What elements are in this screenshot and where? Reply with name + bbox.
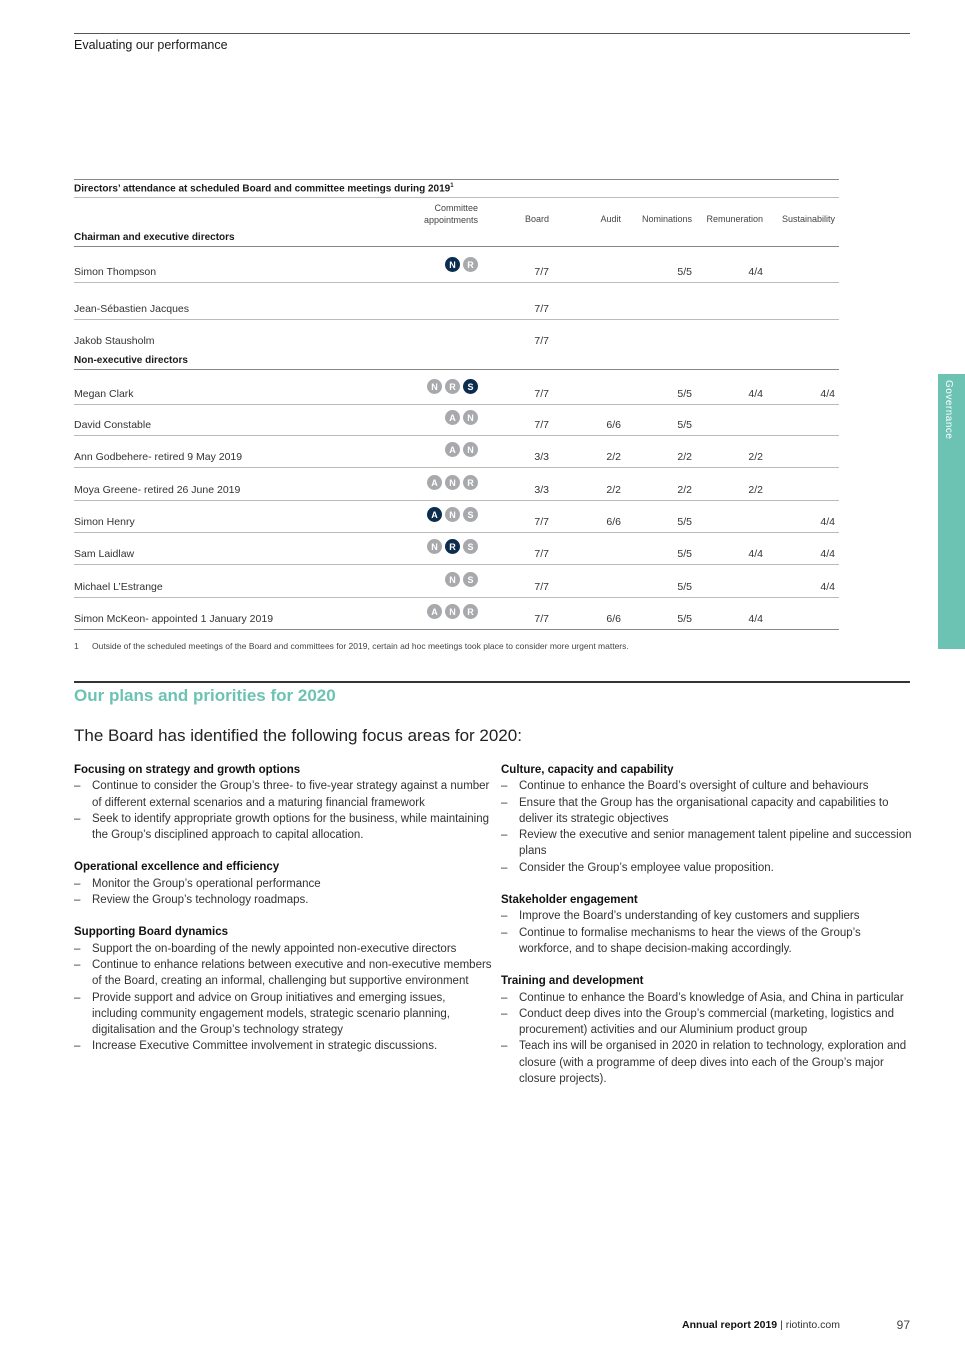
committee-badge: R — [463, 257, 478, 272]
committee-badge: S — [463, 539, 478, 554]
committee-badge: R — [463, 475, 478, 490]
attendance-rem: 2/2 — [748, 484, 763, 496]
plan-item: – Consider the Group’s employee value proposition. — [501, 860, 913, 876]
attendance-audit: 2/2 — [606, 484, 621, 496]
attendance-board: 7/7 — [534, 516, 549, 528]
group-rule — [74, 246, 839, 247]
committee-badges — [398, 442, 478, 457]
row-rule — [74, 404, 839, 405]
committee-badge: N — [463, 410, 478, 425]
side-tab-label: Governance — [943, 380, 954, 440]
committee-badge: A — [445, 410, 460, 425]
plan-list — [501, 778, 913, 876]
col-committee-appointments: Committee appointments — [423, 203, 478, 225]
attendance-board: 7/7 — [534, 613, 549, 625]
plan-item: – Teach ins will be organised in 2020 in relation to technology, exploration and closure (with a programme of deep dives into each of the Group’s major closure projects). — [501, 1038, 913, 1087]
committee-badges — [398, 257, 478, 272]
attendance-nom: 5/5 — [677, 613, 692, 625]
director-name: David Constable — [74, 419, 152, 431]
committee-badge: N — [445, 257, 460, 272]
attendance-rem: 4/4 — [748, 388, 763, 400]
section-title: Evaluating our performance — [74, 38, 228, 52]
row-rule — [74, 500, 839, 501]
plan-item: – Continue to consider the Group’s three- to five-year strategy against a number of different external scenarios and a maturing financial framework — [74, 778, 494, 811]
director-name: Ann Godbehere- retired 9 May 2019 — [74, 451, 243, 463]
committee-badges — [398, 604, 478, 619]
attendance-board: 3/3 — [534, 451, 549, 463]
plan-item: – Improve the Board’s understanding of key customers and suppliers — [501, 908, 913, 924]
attendance-nom: 5/5 — [677, 548, 692, 560]
table-group-label: Non-executive directors — [74, 355, 188, 366]
plan-heading: Supporting Board dynamics — [74, 926, 228, 939]
director-name: Sam Laidlaw — [74, 548, 135, 560]
committee-badges — [398, 475, 478, 490]
row-rule — [74, 597, 839, 598]
plans-intro: The Board has identified the following focus areas for 2020: — [74, 726, 522, 745]
plan-list — [501, 908, 913, 957]
committee-badge: A — [427, 475, 442, 490]
director-name: Simon Henry — [74, 516, 135, 528]
committee-badge: N — [445, 507, 460, 522]
plan-heading: Operational excellence and efficiency — [74, 861, 280, 874]
plan-item: – Review the Group’s technology roadmaps. — [74, 892, 494, 908]
committee-badge: N — [445, 475, 460, 490]
attendance-board: 3/3 — [534, 484, 549, 496]
plan-list — [74, 876, 494, 909]
committee-badge: N — [445, 604, 460, 619]
plan-item: – Continue to enhance relations between executive and non-executive members of the Board, creating an informal, challenging but supportive environment — [74, 957, 494, 990]
attendance-nom: 5/5 — [677, 419, 692, 431]
attendance-sus: 4/4 — [820, 388, 835, 400]
plan-heading: Stakeholder engagement — [501, 894, 638, 907]
attendance-sus: 4/4 — [820, 516, 835, 528]
committee-badge: R — [445, 379, 460, 394]
table-title — [74, 183, 454, 194]
plans-left-column — [74, 762, 494, 1071]
committee-badge: S — [463, 572, 478, 587]
plans-rule — [74, 681, 910, 683]
attendance-audit: 6/6 — [606, 419, 621, 431]
committee-badge: S — [463, 379, 478, 394]
col-sustainability: Sustainability — [781, 214, 835, 224]
plan-item: – Provide support and advice on Group initiatives and emerging issues, including community engagement models, strategic scenario planning, digitalisation and the Group’s technology strategy — [74, 990, 494, 1039]
committee-badges — [398, 410, 478, 425]
table-top-rule — [74, 179, 839, 180]
attendance-nom: 5/5 — [677, 266, 692, 278]
attendance-audit: 2/2 — [606, 451, 621, 463]
committee-badges — [398, 539, 478, 554]
col-audit: Audit — [600, 214, 621, 224]
footer-site[interactable]: riotinto.com — [785, 1319, 840, 1331]
col-nominations: Nominations — [641, 214, 692, 224]
footnote-text: Outside of the scheduled meetings of the Board and committees for 2019, certain ad hoc meetings took place to consider more urgent matters. — [92, 641, 629, 651]
footnote-number: 1 — [74, 641, 79, 651]
committee-badge: S — [463, 507, 478, 522]
plan-item: – Continue to enhance the Board’s knowledge of Asia, and China in particular — [501, 990, 913, 1006]
attendance-nom: 5/5 — [677, 516, 692, 528]
row-rule — [74, 467, 839, 468]
committee-badge: N — [445, 572, 460, 587]
plan-heading: Focusing on strategy and growth options — [74, 764, 301, 776]
attendance-rem: 2/2 — [748, 451, 763, 463]
director-name: Simon McKeon- appointed 1 January 2019 — [74, 613, 274, 625]
attendance-nom: 5/5 — [677, 388, 692, 400]
attendance-rem: 4/4 — [748, 548, 763, 560]
attendance-sus: 4/4 — [820, 548, 835, 560]
row-rule — [74, 532, 839, 533]
director-name: Megan Clark — [74, 388, 134, 400]
attendance-board: 7/7 — [534, 419, 549, 431]
plans-title: Our plans and priorities for 2020 — [74, 686, 336, 705]
row-rule — [74, 435, 839, 436]
plan-list — [74, 778, 494, 843]
committee-badge: A — [427, 604, 442, 619]
committee-badges — [398, 379, 478, 394]
attendance-rem: 4/4 — [748, 266, 763, 278]
row-rule — [74, 629, 839, 630]
plan-list — [501, 990, 913, 1088]
table-group-label: Chairman and executive directors — [74, 232, 235, 243]
committee-badges — [398, 572, 478, 587]
attendance-sus: 4/4 — [820, 581, 835, 593]
committee-badge: R — [463, 604, 478, 619]
committee-badge: N — [463, 442, 478, 457]
attendance-rem: 4/4 — [748, 613, 763, 625]
director-name: Michael L’Estrange — [74, 581, 163, 593]
plan-item: – Continue to enhance the Board’s oversight of culture and behaviours — [501, 778, 913, 794]
plan-item: – Review the executive and senior management talent pipeline and succession plans — [501, 827, 913, 860]
plan-item: – Ensure that the Group has the organisational capacity and capabilities to deliver its strategic objectives — [501, 795, 913, 828]
committee-badge: A — [445, 442, 460, 457]
committee-badge: N — [427, 539, 442, 554]
row-rule — [74, 564, 839, 565]
row-rule — [74, 282, 839, 283]
col-board: Board — [524, 214, 549, 224]
table-footnote — [74, 641, 629, 651]
col-remuneration: Remuneration — [706, 214, 763, 224]
plan-item: – Support the on-boarding of the newly appointed non-executive directors — [74, 941, 494, 957]
director-name: Jakob Stausholm — [74, 335, 155, 347]
footer-report: Annual report 2019 — [682, 1319, 778, 1331]
attendance-board: 7/7 — [534, 335, 549, 347]
plan-item: – Conduct deep dives into the Group’s commercial (marketing, logistics and procurement) activities and our Aluminium product group — [501, 1006, 913, 1039]
attendance-board: 7/7 — [534, 266, 549, 278]
footer — [600, 1319, 840, 1331]
table-title-sup: 1 — [450, 183, 454, 189]
plan-heading: Culture, capacity and capability — [501, 764, 674, 776]
attendance-nom: 2/2 — [677, 484, 692, 496]
committee-badges — [398, 507, 478, 522]
attendance-board: 7/7 — [534, 581, 549, 593]
attendance-audit: 6/6 — [606, 613, 621, 625]
director-name: Simon Thompson — [74, 266, 157, 278]
plan-list — [74, 941, 494, 1055]
attendance-audit: 6/6 — [606, 516, 621, 528]
attendance-board: 7/7 — [534, 388, 549, 400]
plan-item: – Seek to identify appropriate growth options for the business, while maintaining the Group’s disciplined approach to capital allocation. — [74, 811, 494, 844]
row-rule — [74, 319, 839, 320]
plan-item: – Continue to formalise mechanisms to hear the views of the Group’s workforce, and to shape decision-making accordingly. — [501, 925, 913, 958]
director-name: Moya Greene- retired 26 June 2019 — [74, 484, 241, 496]
director-name: Jean-Sébastien Jacques — [74, 303, 189, 315]
committee-badge: R — [445, 539, 460, 554]
plan-item: – Increase Executive Committee involvement in strategic discussions. — [74, 1038, 494, 1054]
header-rule — [74, 33, 910, 34]
footer-separator: | — [777, 1319, 786, 1331]
attendance-board: 7/7 — [534, 548, 549, 560]
plan-item: – Monitor the Group’s operational performance — [74, 876, 494, 892]
committee-badge: N — [427, 379, 442, 394]
table-title-rule — [74, 197, 839, 198]
plans-right-column — [501, 762, 913, 1103]
attendance-nom: 5/5 — [677, 581, 692, 593]
attendance-nom: 2/2 — [677, 451, 692, 463]
plan-heading: Training and development — [501, 975, 644, 988]
committee-badge: A — [427, 507, 442, 522]
page-number: 97 — [896, 1318, 910, 1332]
group-rule — [74, 369, 839, 370]
attendance-board: 7/7 — [534, 303, 549, 315]
side-tab[interactable] — [938, 374, 965, 649]
table-title-text: Directors’ attendance at scheduled Board and committee meetings during 2019 — [74, 183, 451, 195]
